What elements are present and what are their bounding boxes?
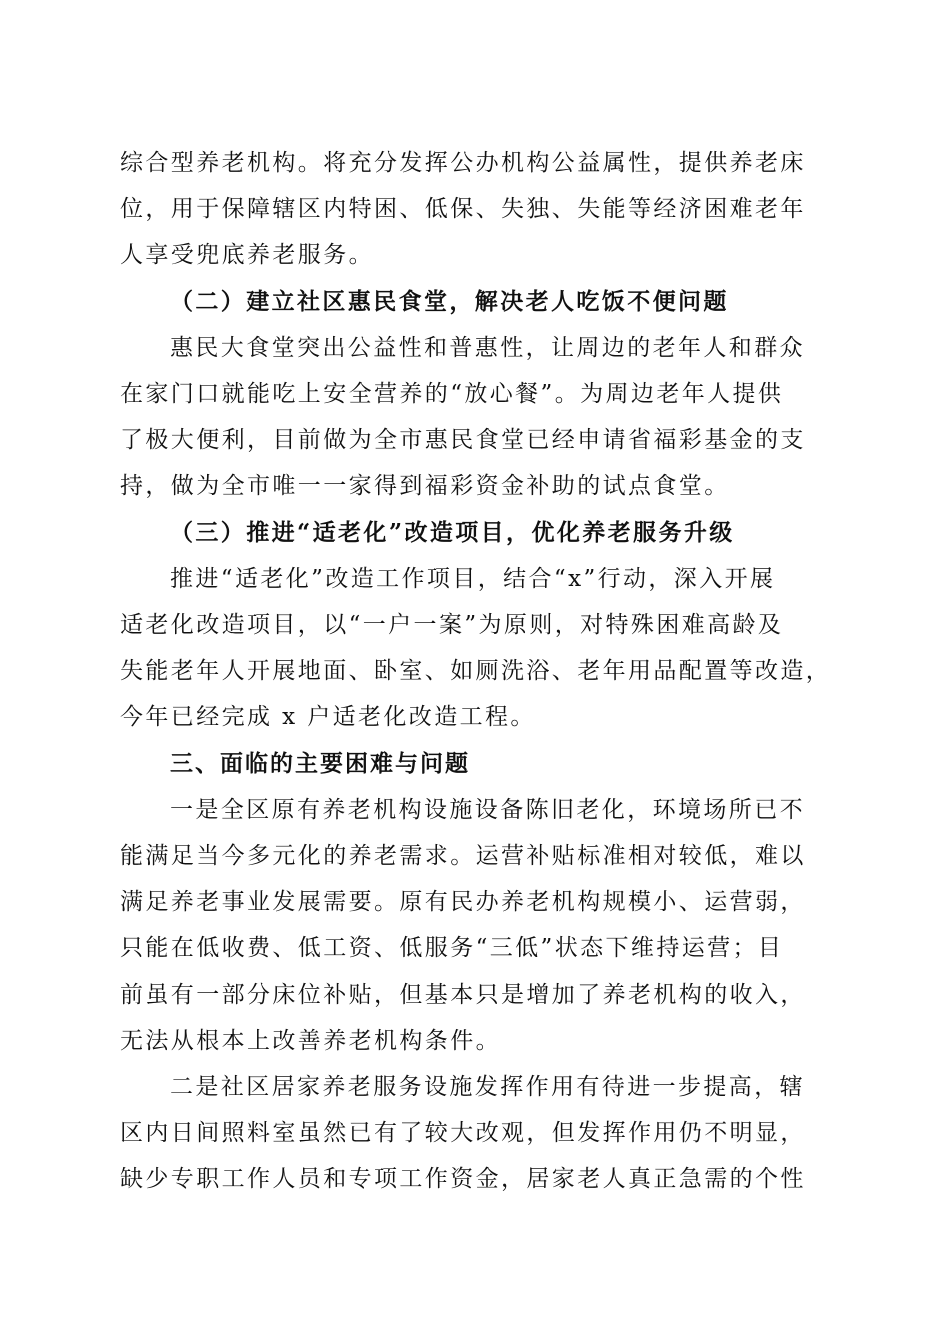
text-line: 一是全区原有养老机构设施设备陈旧老化，环境场所已不 [170, 796, 805, 823]
document-body [120, 140, 840, 1203]
paragraph-difficulty-two [120, 1064, 840, 1203]
text-line: 区内日间照料室虽然已有了较大改观，但发挥作用仍不明显， [120, 1120, 806, 1147]
paragraph-community-canteen [120, 325, 840, 510]
text-line: 位，用于保障辖区内特困、低保、失独、失能等经济困难老年 [120, 196, 806, 223]
text-line: 前虽有一部分床位补贴，但基本只是增加了养老机构的收入， [120, 981, 806, 1008]
paragraph-elderly-renovation [120, 556, 840, 741]
text-line: 惠民大食堂突出公益性和普惠性，让周边的老年人和群众 [170, 334, 805, 361]
text-line: 失能老年人开展地面、卧室、如厕洗浴、老年用品配置等改造， [120, 658, 832, 685]
text-line: 了极大便利，目前做为全市惠民食堂已经申请省福彩基金的支 [120, 427, 806, 454]
text-line: 在家门口就能吃上安全营养的“放心餐”。为周边老年人提供 [120, 381, 784, 408]
paragraph-nursing-institution [120, 140, 840, 279]
text-line: 人享受兜底养老服务。 [120, 242, 374, 269]
text-line: 无法从根本上改善养老机构条件。 [120, 1027, 501, 1054]
text-line: 今年已经完成 x 户适老化改造工程。 [120, 704, 536, 731]
section-title-difficulties: 三、面临的主要困难与问题 [170, 750, 470, 777]
text-line: 缺少专职工作人员和专项工作资金，居家老人真正急需的个性 [120, 1166, 806, 1193]
paragraph-difficulty-one [120, 787, 840, 1064]
text-line: 满足养老事业发展需要。原有民办养老机构规模小、运营弱， [120, 889, 806, 916]
text-line: 二是社区居家养老服务设施发挥作用有待进一步提高，辖 [170, 1074, 805, 1101]
text-line: 综合型养老机构。将充分发挥公办机构公益属性，提供养老床 [120, 150, 806, 176]
text-line: 能满足当今多元化的养老需求。运营补贴标准相对较低，难以 [120, 843, 806, 870]
text-line: 推进“适老化”改造工作项目，结合“x”行动，深入开展 [170, 565, 776, 592]
text-line: 持，做为全市唯一一家得到福彩资金补助的试点食堂。 [120, 473, 730, 500]
text-line: 只能在低收费、低工资、低服务“三低”状态下维持运营；目 [120, 935, 784, 962]
subheading-elderly-renovation: （三）推进“适老化”改造项目，优化养老服务升级 [170, 518, 735, 546]
subheading-community-canteen: （二）建立社区惠民食堂，解决老人吃饭不便问题 [170, 287, 729, 315]
text-line: 适老化改造项目，以“一户一案”为原则，对特殊困难高龄及 [120, 612, 784, 639]
